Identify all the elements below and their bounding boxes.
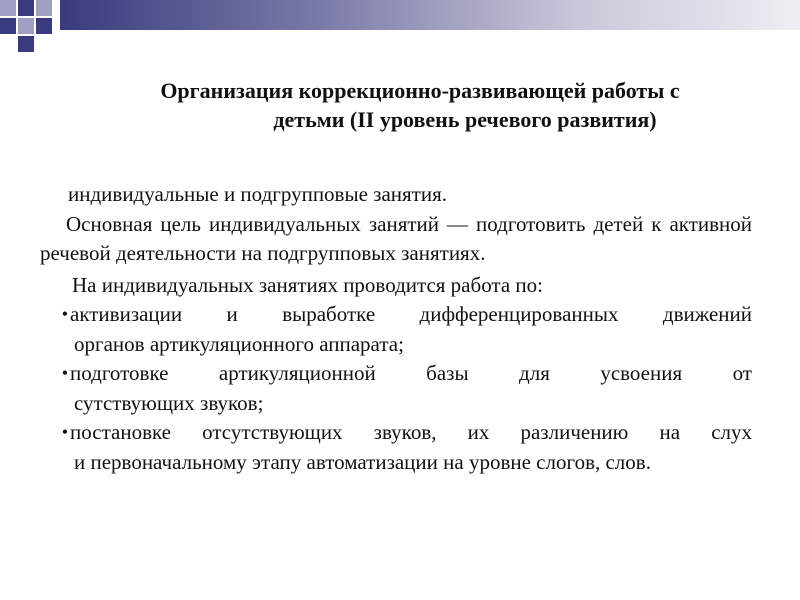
- deco-square: [18, 36, 34, 52]
- list-item-continuation: сутствующих звуков;: [74, 390, 264, 415]
- paragraph-work-intro: На индивидуальных занятиях проводится работа по:: [72, 272, 543, 297]
- list-item-line: подготовке артикуляционной базы для усвоения от: [70, 361, 752, 385]
- deco-square: [36, 0, 52, 16]
- list-item-continuation: органов артикуляционного аппарата;: [74, 331, 404, 356]
- paragraph-lesson-types: индивидуальные и подгрупповые занятия.: [68, 182, 447, 206]
- deco-square: [18, 18, 34, 34]
- deco-square: [36, 18, 52, 34]
- bullet-icon: •: [61, 422, 68, 442]
- list-item-text: [70, 359, 752, 418]
- list-item-text: [70, 300, 752, 359]
- title-line-1: Организация коррекционно-развивающей работы с: [160, 78, 680, 103]
- list-item: [40, 300, 752, 359]
- list-item-line: постановке отсутствующих звуков, их различению на слух: [70, 420, 752, 444]
- corner-decoration: [0, 0, 60, 60]
- paragraph-main-goal: Основная цель индивидуальных занятий — подготовить детей к активной речевой деятельности на подгрупповых занятиях.: [40, 211, 752, 265]
- list-item-line: активизации и выработке дифференцированных движений: [70, 302, 752, 326]
- list-item: [40, 418, 752, 477]
- deco-square: [0, 18, 16, 34]
- bullet-icon: •: [61, 363, 68, 383]
- list-item-continuation: и первоначальному этапу автоматизации на уровне слогов, слов.: [74, 449, 651, 474]
- slide-body: [40, 180, 752, 477]
- title-line-2: детьми (II уровень речевого развития): [273, 107, 657, 132]
- deco-square: [18, 0, 34, 16]
- bullet-icon: •: [61, 304, 68, 324]
- header-gradient-bar: [60, 0, 800, 30]
- list-item-text: [70, 418, 752, 477]
- slide-title: [60, 76, 780, 134]
- deco-square: [0, 0, 16, 16]
- list-item: [40, 359, 752, 418]
